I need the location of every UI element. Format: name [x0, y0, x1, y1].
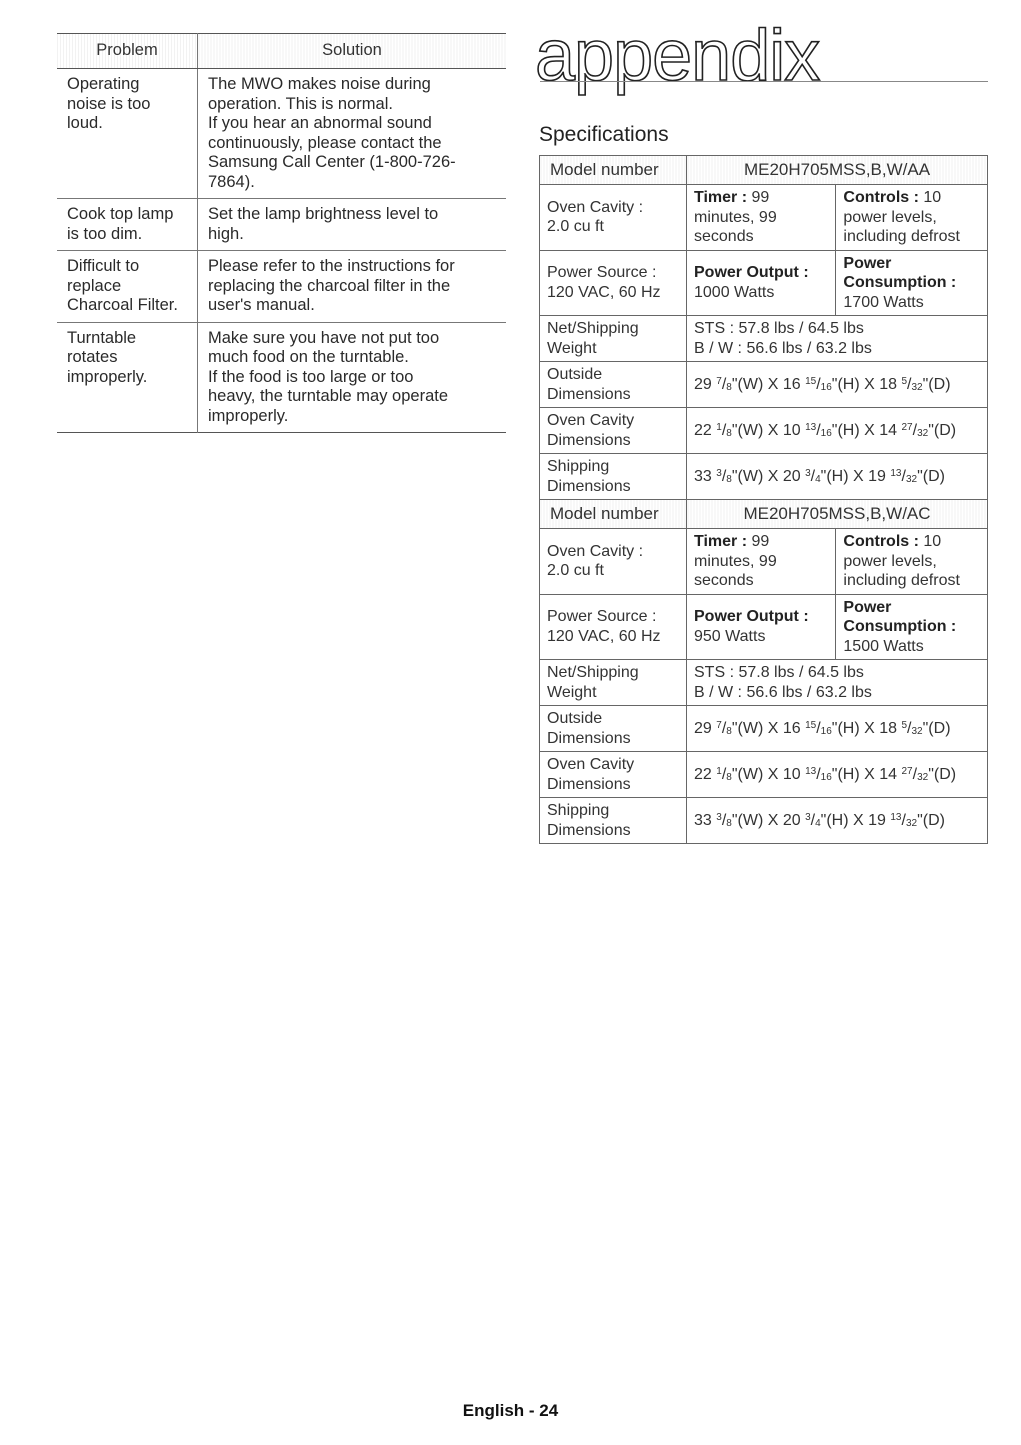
solution-line: replacing the charcoal filter in the: [208, 276, 451, 295]
oven-cavity-dimensions-label-line: Oven Cavity: [547, 412, 635, 429]
dimension-unit: "(D): [922, 719, 951, 737]
fraction-numerator: 3: [805, 467, 811, 479]
troubleshooting-row: [57, 69, 506, 199]
fraction-numerator: 5: [901, 719, 908, 731]
dimension-value: 22 $^1/_8"(W)$ X 10 $^{13}/_{16}"(H)$ X 14 $^{27}/_{32}"(D)$: [687, 752, 988, 798]
controls-line: 10: [923, 189, 942, 206]
weight-line: STS : 57.8 lbs / 64.5 lbs: [694, 320, 864, 337]
fraction-numerator: 13: [890, 811, 902, 823]
timer-line: seconds: [694, 228, 754, 245]
power-source-cell: [540, 250, 687, 316]
outside-dimensions-label: [540, 706, 687, 752]
dimension-unit: "(W) X: [731, 467, 783, 485]
fraction-numerator: 7: [716, 719, 722, 731]
fraction-denominator: 16: [820, 427, 832, 439]
model-label: Model number: [540, 500, 687, 529]
fraction-numerator: 5: [901, 375, 908, 387]
solution-line: Set the lamp brightness level to: [208, 205, 439, 223]
solution-line: Samsung Call Center (1-800-726-: [208, 153, 456, 171]
dimension-unit: "(D): [917, 467, 945, 485]
fraction-numerator: 15: [805, 719, 817, 731]
shipping-dimensions-label-line: Dimensions: [547, 477, 631, 495]
troubleshooting-body: [57, 69, 506, 433]
solution-line: continuously, please contact the: [208, 133, 442, 152]
dimension-unit: "(D): [922, 375, 951, 393]
spec-row-power: [540, 250, 988, 316]
oven-cavity-dimensions-label: [540, 752, 687, 798]
spec-row-cavity: [540, 185, 988, 251]
dimension-unit: "(D): [928, 421, 957, 439]
controls-line: power levels,: [843, 552, 937, 570]
fraction-denominator: 8: [726, 427, 732, 439]
dimension-unit: "(D): [917, 811, 945, 829]
dimension-whole: 29: [694, 375, 712, 393]
controls-label: Controls :: [843, 533, 919, 550]
shipping-dimensions-label: [540, 454, 687, 500]
power-consumption-value: 1500 Watts: [843, 637, 924, 655]
specifications-heading: Specifications: [539, 123, 669, 146]
dimension-value: 22 $^1/_8"(W)$ X 10 $^{13}/_{16}"(H)$ X 14 $^{27}/_{32}"(D)$: [687, 408, 988, 454]
power-output-cell: [687, 594, 836, 660]
dimension-unit: "(W) X: [731, 375, 783, 393]
controls-cell: [836, 185, 988, 251]
spec-row-cavity: [540, 529, 988, 595]
dimension-whole: 16: [782, 375, 801, 393]
appendix-title: appendix: [535, 16, 820, 96]
power-consumption-label: Power: [843, 598, 892, 616]
outside-dimensions-label-line: Outside: [547, 366, 603, 383]
controls-cell: [836, 529, 988, 595]
power-output-label: Power Output :: [694, 608, 809, 626]
dimension-unit: "(H) X: [820, 467, 869, 485]
dimension-whole: 20: [782, 467, 801, 485]
dimension-unit: "(W) X: [731, 765, 783, 783]
troubleshooting-row: [57, 199, 506, 251]
oven-cavity-dimensions-label-line: Dimensions: [547, 775, 631, 793]
spec-row-outside-dimensions: [540, 706, 988, 752]
weight-label-line: Weight: [547, 683, 597, 701]
fraction-numerator: 3: [716, 811, 722, 823]
shipping-dimensions-label: [540, 798, 687, 844]
problem-line: improperly.: [67, 367, 148, 386]
oven-cavity-cell: [540, 529, 687, 595]
solution-line: Make sure you have not put too: [208, 328, 440, 347]
dimension-whole: 33: [694, 467, 712, 485]
spec-row-power: [540, 594, 988, 660]
dimension-unit: "(W) X: [731, 811, 783, 829]
fraction-denominator: 32: [911, 725, 923, 737]
power-output-label: Power Output :: [694, 264, 809, 282]
dimension-whole: 14: [879, 421, 898, 439]
problem-line: Cook top lamp: [67, 205, 174, 223]
fraction-denominator: 16: [820, 725, 832, 737]
fraction-numerator: 3: [716, 467, 722, 479]
troubleshooting-row: [57, 322, 506, 433]
dimension-whole: 20: [782, 811, 801, 829]
troubleshooting-header-row: [57, 34, 506, 69]
problem-line: noise is too: [67, 94, 151, 113]
controls-label: Controls :: [843, 189, 919, 206]
spec-row-oven-cavity-dimensions: [540, 752, 988, 798]
dimension-whole: 18: [879, 375, 898, 393]
solution-header: Solution: [198, 34, 507, 69]
model-row: [540, 156, 988, 185]
fraction-numerator: 3: [805, 811, 811, 823]
fraction-numerator: 13: [805, 421, 817, 433]
dimension-unit: "(H) X: [831, 765, 880, 783]
dimension-whole: 33: [694, 811, 712, 829]
power-consumption-cell: [836, 594, 988, 660]
problem-line: loud.: [67, 114, 103, 132]
fraction-denominator: 8: [726, 725, 732, 737]
dimension-unit: "(W) X: [731, 719, 783, 737]
weight-value: [687, 316, 988, 362]
model-label: Model number: [540, 156, 687, 185]
problem-cell: [57, 199, 198, 251]
oven-cavity-line: Oven Cavity :: [547, 198, 644, 216]
controls-line: including defrost: [843, 572, 960, 589]
dimension-whole: 22: [694, 421, 712, 439]
oven-cavity-dimensions-label-line: Dimensions: [547, 431, 631, 449]
weight-value: [687, 660, 988, 706]
weight-line: B / W : 56.6 lbs / 63.2 lbs: [694, 683, 872, 701]
model-value: ME20H705MSS,B,W/AA: [687, 156, 988, 185]
problem-line: Operating: [67, 75, 140, 93]
problem-line: Difficult to: [67, 257, 140, 275]
power-consumption-label: Consumption :: [843, 274, 957, 291]
problem-line: Turntable: [67, 328, 137, 347]
shipping-dimensions-label-line: Shipping: [547, 458, 610, 475]
dimension-unit: "(D): [928, 765, 957, 783]
fraction-denominator: 8: [726, 817, 732, 829]
timer-cell: [687, 185, 836, 251]
power-output-cell: [687, 250, 836, 316]
timer-line: seconds: [694, 572, 754, 589]
solution-line: improperly.: [208, 406, 289, 425]
outside-dimensions-label-line: Dimensions: [547, 385, 631, 403]
troubleshooting-row: [57, 251, 506, 323]
problem-cell: [57, 251, 198, 323]
power-source-line: Power Source :: [547, 264, 657, 282]
dimension-whole: 22: [694, 765, 712, 783]
solution-cell: [198, 251, 507, 323]
dimension-value: 33 $^3/_8"(W)$ X 20 $^3/_4"(H)$ X 19 $^{13}/_{32}"(D)$: [687, 454, 988, 500]
shipping-dimensions-label-line: Dimensions: [547, 821, 631, 839]
fraction-denominator: 16: [820, 771, 832, 783]
timer-line: 99: [751, 189, 770, 206]
specifications-body: [540, 156, 988, 844]
dimension-value: 29 $^7/_8"(W)$ X 16 $^{15}/_{16}"(H)$ X 18 $^5/_{32}"(D)$: [687, 362, 988, 408]
specifications-table: [539, 155, 988, 844]
dimension-unit: "(H) X: [831, 375, 880, 393]
dimension-value: 29 $^7/_8"(W)$ X 16 $^{15}/_{16}"(H)$ X 18 $^5/_{32}"(D)$: [687, 706, 988, 752]
solution-cell: [198, 199, 507, 251]
problem-header: Problem: [57, 34, 198, 69]
spec-row-oven-cavity-dimensions: [540, 408, 988, 454]
solution-line: The MWO makes noise during: [208, 75, 431, 93]
solution-line: If the food is too large or too: [208, 367, 414, 386]
solution-line: heavy, the turntable may operate: [208, 387, 449, 405]
power-source-cell: [540, 594, 687, 660]
fraction-denominator: 32: [917, 427, 929, 439]
dimension-unit: "(H) X: [820, 811, 869, 829]
solution-cell: [198, 69, 507, 199]
power-output-value: 1000 Watts: [694, 283, 775, 301]
oven-cavity-line: Oven Cavity :: [547, 542, 644, 560]
fraction-numerator: 13: [890, 467, 902, 479]
dimension-value: 33 $^3/_8"(W)$ X 20 $^3/_4"(H)$ X 19 $^{13}/_{32}"(D)$: [687, 798, 988, 844]
power-source-line: 120 VAC, 60 Hz: [547, 627, 661, 645]
spec-row-weight: [540, 316, 988, 362]
solution-line: If you hear an abnormal sound: [208, 114, 432, 132]
dimension-whole: 16: [782, 719, 801, 737]
oven-cavity-cell: [540, 185, 687, 251]
fraction-denominator: 8: [726, 771, 732, 783]
spec-row-weight: [540, 660, 988, 706]
oven-cavity-line: 2.0 cu ft: [547, 218, 604, 236]
dimension-whole: 10: [782, 765, 801, 783]
power-source-line: Power Source :: [547, 608, 657, 626]
fraction-denominator: 32: [911, 381, 923, 393]
solution-line: Please refer to the instructions for: [208, 257, 455, 275]
weight-label: [540, 316, 687, 362]
solution-line: operation. This is normal.: [208, 94, 393, 113]
timer-label: Timer :: [694, 189, 748, 206]
fraction-denominator: 32: [905, 817, 918, 829]
timer-label: Timer :: [694, 533, 748, 550]
weight-label-line: Net/Shipping: [547, 664, 639, 681]
dimension-whole: 19: [868, 811, 886, 829]
timer-cell: [687, 529, 836, 595]
weight-line: B / W : 56.6 lbs / 63.2 lbs: [694, 339, 872, 357]
dimension-unit: "(H) X: [831, 719, 880, 737]
weight-label-line: Net/Shipping: [547, 320, 639, 337]
dimension-unit: "(H) X: [831, 421, 880, 439]
problem-line: rotates: [67, 348, 118, 366]
controls-line: 10: [923, 533, 942, 550]
fraction-denominator: 4: [815, 473, 821, 485]
fraction-denominator: 8: [726, 473, 732, 485]
fraction-numerator: 13: [805, 765, 817, 777]
dimension-whole: 14: [879, 765, 898, 783]
controls-line: power levels,: [843, 208, 937, 226]
problem-cell: [57, 69, 198, 199]
problem-line: replace: [67, 276, 122, 295]
weight-label-line: Weight: [547, 339, 597, 357]
problem-line: is too dim.: [67, 224, 143, 243]
fraction-numerator: 15: [805, 375, 817, 387]
solution-line: user's manual.: [208, 296, 315, 314]
dimension-whole: 29: [694, 719, 712, 737]
fraction-denominator: 4: [815, 817, 821, 829]
fraction-denominator: 16: [820, 381, 832, 393]
problem-line: Charcoal Filter.: [67, 296, 178, 314]
fraction-numerator: 7: [716, 375, 722, 387]
power-consumption-label: Consumption :: [843, 618, 957, 635]
spec-row-shipping-dimensions: [540, 798, 988, 844]
dimension-whole: 19: [868, 467, 886, 485]
solution-cell: [198, 322, 507, 433]
page-footer: English - 24: [462, 1401, 559, 1420]
title-rule: [540, 81, 988, 82]
spec-row-outside-dimensions: [540, 362, 988, 408]
power-output-value: 950 Watts: [694, 627, 766, 645]
solution-line: 7864).: [208, 172, 255, 191]
weight-line: STS : 57.8 lbs / 64.5 lbs: [694, 664, 864, 681]
oven-cavity-line: 2.0 cu ft: [547, 562, 604, 580]
model-value: ME20H705MSS,B,W/AC: [687, 500, 988, 529]
fraction-denominator: 8: [726, 381, 732, 393]
fraction-denominator: 32: [917, 771, 929, 783]
controls-line: including defrost: [843, 228, 960, 245]
fraction-numerator: 1: [716, 765, 722, 777]
dimension-whole: 10: [782, 421, 801, 439]
solution-line: high.: [208, 224, 244, 243]
fraction-numerator: 27: [901, 421, 913, 433]
oven-cavity-dimensions-label: [540, 408, 687, 454]
troubleshooting-table: [57, 33, 506, 433]
fraction-numerator: 27: [901, 765, 913, 777]
spec-row-shipping-dimensions: [540, 454, 988, 500]
dimension-whole: 18: [879, 719, 898, 737]
outside-dimensions-label: [540, 362, 687, 408]
power-consumption-cell: [836, 250, 988, 316]
power-consumption-value: 1700 Watts: [843, 293, 924, 311]
fraction-denominator: 32: [905, 473, 918, 485]
dimension-unit: "(W) X: [731, 421, 783, 439]
fraction-numerator: 1: [716, 421, 722, 433]
shipping-dimensions-label-line: Shipping: [547, 802, 610, 819]
solution-line: much food on the turntable.: [208, 348, 409, 366]
timer-line: minutes, 99: [694, 208, 777, 226]
problem-cell: [57, 322, 198, 433]
power-consumption-label: Power: [843, 254, 892, 272]
weight-label: [540, 660, 687, 706]
model-row: [540, 500, 988, 529]
oven-cavity-dimensions-label-line: Oven Cavity: [547, 756, 635, 773]
outside-dimensions-label-line: Dimensions: [547, 729, 631, 747]
timer-line: minutes, 99: [694, 552, 777, 570]
outside-dimensions-label-line: Outside: [547, 710, 603, 727]
timer-line: 99: [751, 533, 770, 550]
power-source-line: 120 VAC, 60 Hz: [547, 283, 661, 301]
